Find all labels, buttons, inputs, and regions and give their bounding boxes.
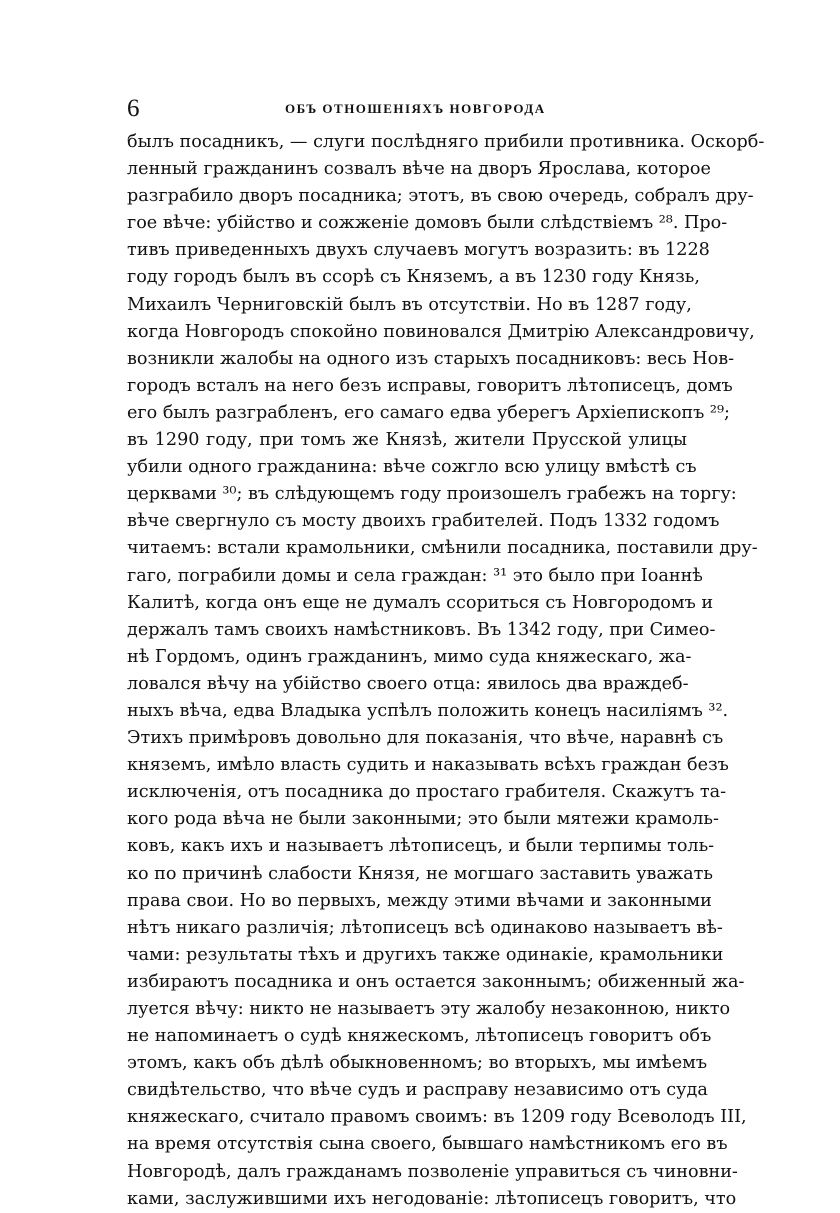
text-line: не напоминаетъ о судѣ княжескомъ, лѣтописецъ говоритъ объ — [127, 1026, 712, 1047]
text-line: кого рода вѣча не были законными; это были мятежи крамоль- — [127, 809, 719, 830]
text-line: ленный гражданинъ созвалъ вѣче на дворъ Ярослава, которое — [127, 159, 711, 180]
page-number: 6 — [127, 95, 140, 122]
running-head: ОБЪ ОТНОШЕНІЯХЪ НОВГОРОДА — [285, 101, 546, 116]
text-line: году городъ былъ въ ссорѣ съ Княземъ, а въ 1230 году Князь, — [127, 267, 700, 288]
text-line: гаго, пограбили домы и села граждан: ³¹ это было при Іоаннѣ — [127, 565, 703, 586]
text-line: избираютъ посадника и онъ остается законнымъ; обиженный жа- — [127, 971, 745, 992]
text-line: гое вѣче: убійство и сожженіе домовъ были слѣдствіемъ ²⁸. Про- — [127, 213, 728, 234]
text-line: свидѣтельство, что вѣче судъ и расправу независимо отъ суда — [127, 1080, 708, 1101]
text-line: когда Новгородъ спокойно повиновался Дмитрію Александровичу, — [127, 321, 755, 342]
text-line: этомъ, какъ объ дѣлѣ обыкновенномъ; во вторыхъ, мы имѣемъ — [127, 1053, 708, 1074]
text-line: княжескаго, считало правомъ своимъ: въ 1209 году Всеволодъ III, — [127, 1107, 747, 1128]
text-line: разграбило дворъ посадника; этотъ, въ свою очередь, собралъ дру- — [127, 186, 754, 207]
text-line: ками, заслужившими ихъ негодованіе: лѣтописецъ говоритъ, что — [127, 1188, 737, 1209]
text-line: возникли жалобы на одного изъ старыхъ посадниковъ: весь Нов- — [127, 348, 735, 369]
text-line: нѣтъ никаго различія; лѣтописецъ всѣ одинаково называетъ вѣ- — [127, 917, 723, 938]
text-line: былъ посадникъ, — слуги послѣдняго прибили противника. Оскорб- — [127, 132, 765, 152]
text-line: исключенія, отъ посадника до простаго грабителя. Скажутъ та- — [127, 782, 727, 803]
text-line: городъ всталъ на него безъ исправы, говоритъ лѣтописецъ, домъ — [127, 375, 733, 396]
text-line: ко по причинѣ слабости Князя, не могшаго заставить уважать — [127, 863, 713, 884]
text-line: церквами ³⁰; въ слѣдующемъ году произошелъ грабежъ на торгу: — [127, 484, 737, 505]
body-text — [127, 129, 765, 1213]
text-line: въ 1290 году, при томъ же Князѣ, жители Прусской улицы — [127, 430, 687, 451]
text-line: ныхъ вѣча, едва Владыка успѣлъ положить конецъ насиліямъ ³². — [127, 700, 729, 721]
text-line: права свои. Но во первыхъ, между этими вѣчами и законными — [127, 890, 712, 911]
text-line: Новгородѣ, далъ гражданамъ позволеніе управиться съ чиновни- — [127, 1161, 738, 1182]
text-line: ковъ, какъ ихъ и называетъ лѣтописецъ, и были терпимы толь- — [127, 836, 715, 857]
text-line: его былъ разграбленъ, его самаго едва уберегъ Архіепископъ ²⁹; — [127, 402, 730, 423]
text-line: чами: результаты тѣхъ и другихъ также одинакіе, крамольники — [127, 944, 724, 965]
text-line: Михаилъ Черниговскій былъ въ отсутствіи. Но въ 1287 году, — [127, 294, 692, 315]
text-line: луется вѣчу: никто не называетъ эту жалобу незаконною, никто — [127, 999, 731, 1019]
text-line: убили одного гражданина: вѣче сожгло всю улицу вмѣстѣ съ — [127, 457, 697, 478]
text-line: княземъ, имѣло власть судить и наказывать всѣхъ граждан безъ — [127, 755, 729, 776]
text-line: Калитѣ, когда онъ еще не думалъ ссориться съ Новгородомъ и — [127, 592, 714, 613]
text-line: нѣ Гордомъ, одинъ гражданинъ, мимо суда княжескаго, жа- — [127, 646, 692, 667]
text-line: на время отсутствія сына своего, бывшаго намѣстникомъ его въ — [127, 1134, 728, 1155]
text-line: вѣче свергнуло съ мосту двоихъ грабителей. Подъ 1332 годомъ — [127, 511, 720, 532]
text-line: держалъ тамъ своихъ намѣстниковъ. Въ 1342 году, при Симео- — [127, 619, 716, 640]
text-line: тивъ приведенныхъ двухъ случаевъ могутъ возразить: въ 1228 — [127, 240, 710, 261]
text-line: читаемъ: встали крамольники, смѣнили посадника, поставили дру- — [127, 538, 758, 559]
text-line: Этихъ примѣровъ довольно для показанія, что вѣче, наравнѣ съ — [127, 728, 724, 749]
text-line: ловался вѣчу на убійство своего отца: явилось два враждеб- — [127, 673, 689, 694]
